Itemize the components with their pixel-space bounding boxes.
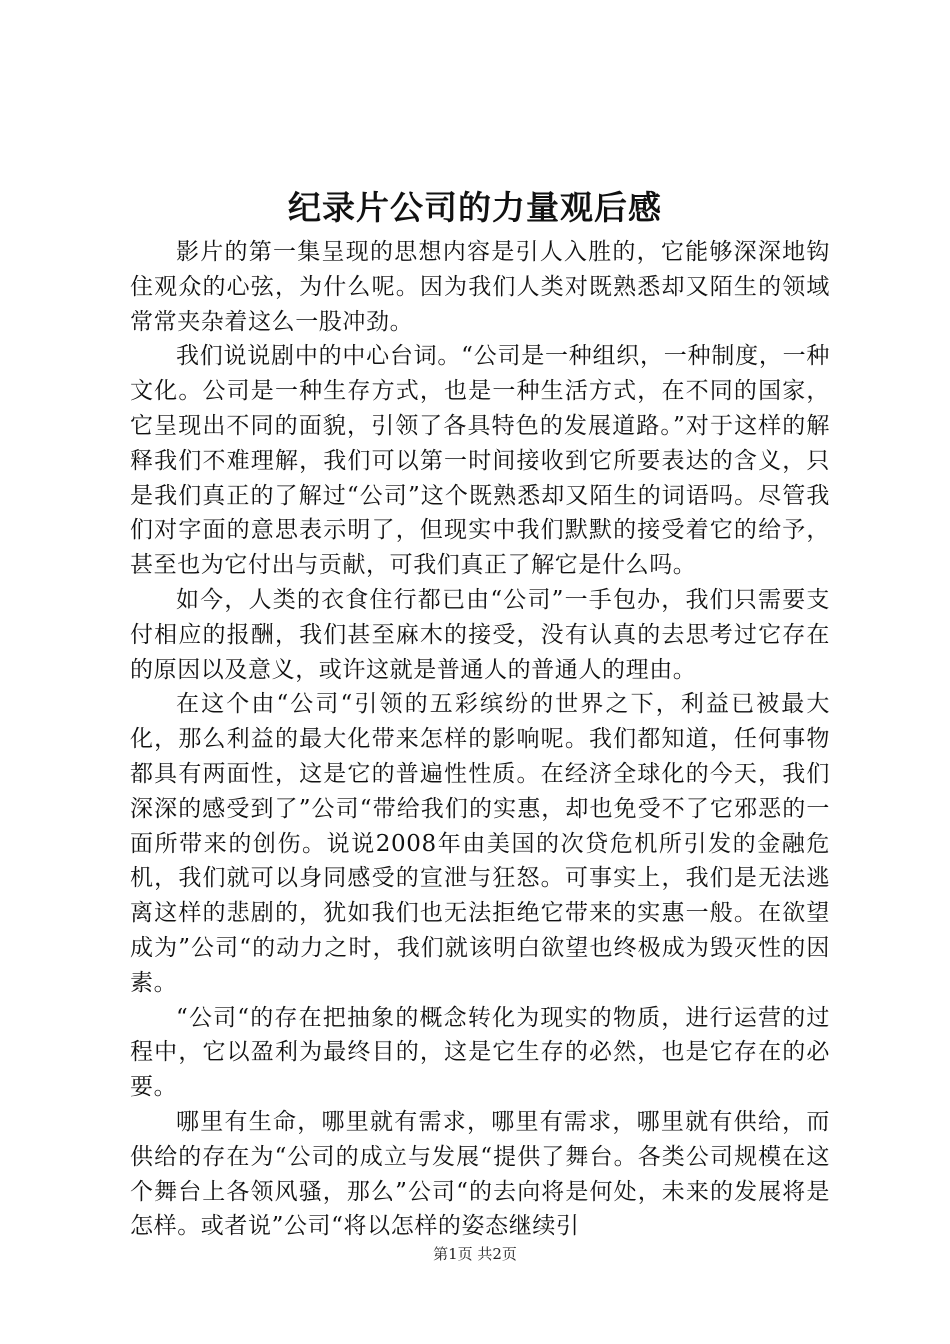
paragraph: 如今，人类的衣食住行都已由“公司”一手包办，我们只需要支付相应的报酬，我们甚至麻木的接受，没有认真的去思考过它存在的原因以及意义，或许这就是普通人的普通人的理由。 xyxy=(130,586,830,683)
document-body xyxy=(130,235,830,1244)
paragraph: 影片的第一集呈现的思想内容是引人入胜的，它能够深深地钩住观众的心弦，为什么呢。因为我们人类对既熟悉却又陌生的领域常常夹杂着这么一股冲劲。 xyxy=(130,239,830,335)
paragraph: “公司“的存在把抽象的概念转化为现实的物质，进行运营的过程中，它以盈利为最终目的，这是它生存的必然，也是它存在的必要。 xyxy=(130,1004,830,1101)
page-number-footer: 第1页 共2页 xyxy=(433,1245,517,1263)
paragraph: 在这个由“公司“引领的五彩缤纷的世界之下，利益已被最大化，那么利益的最大化带来怎样的影响呢。我们都知道，任何事物都具有两面性，这是它的普遍性性质。在经济全球化的今天，我们深深的感受到了”公司“带给我们的实惠，却也免受不了它邪恶的一面所带来的创伤。说说2008年由美国的次贷危机所引发的金融危机，我们就可以身同感受的宣泄与狂怒。可事实上，我们是无法逃离这样的悲剧的，犹如我们也无法拒绝它带来的实惠一般。在欲望成为”公司“的动力之时，我们就该明白欲望也终极成为毁灭性的因素。 xyxy=(130,691,830,996)
paragraph: 我们说说剧中的中心台词。“公司是一种组织，一种制度，一种文化。公司是一种生存方式，也是一种生活方式，在不同的国家，它呈现出不同的面貌，引领了各具特色的发展道路。”对于这样的解释我们不难理解，我们可以第一时间接收到它所要表达的含义，只是我们真正的了解过“公司”这个既熟悉却又陌生的词语吗。尽管我们对字面的意思表示明了，但现实中我们默默的接受着它的给予，甚至也为它付出与贡献，可我们真正了解它是什么吗。 xyxy=(130,343,830,579)
document-title: 纪录片公司的力量观后感 xyxy=(288,188,662,227)
paragraph: 哪里有生命，哪里就有需求，哪里有需求，哪里就有供给，而供给的存在为“公司的成立与发展“提供了舞台。各类公司规模在这个舞台上各领风骚，那么”公司“的去向将是何处，未来的发展将是怎样。或者说”公司“将以怎样的姿态继续引 xyxy=(130,1108,830,1240)
